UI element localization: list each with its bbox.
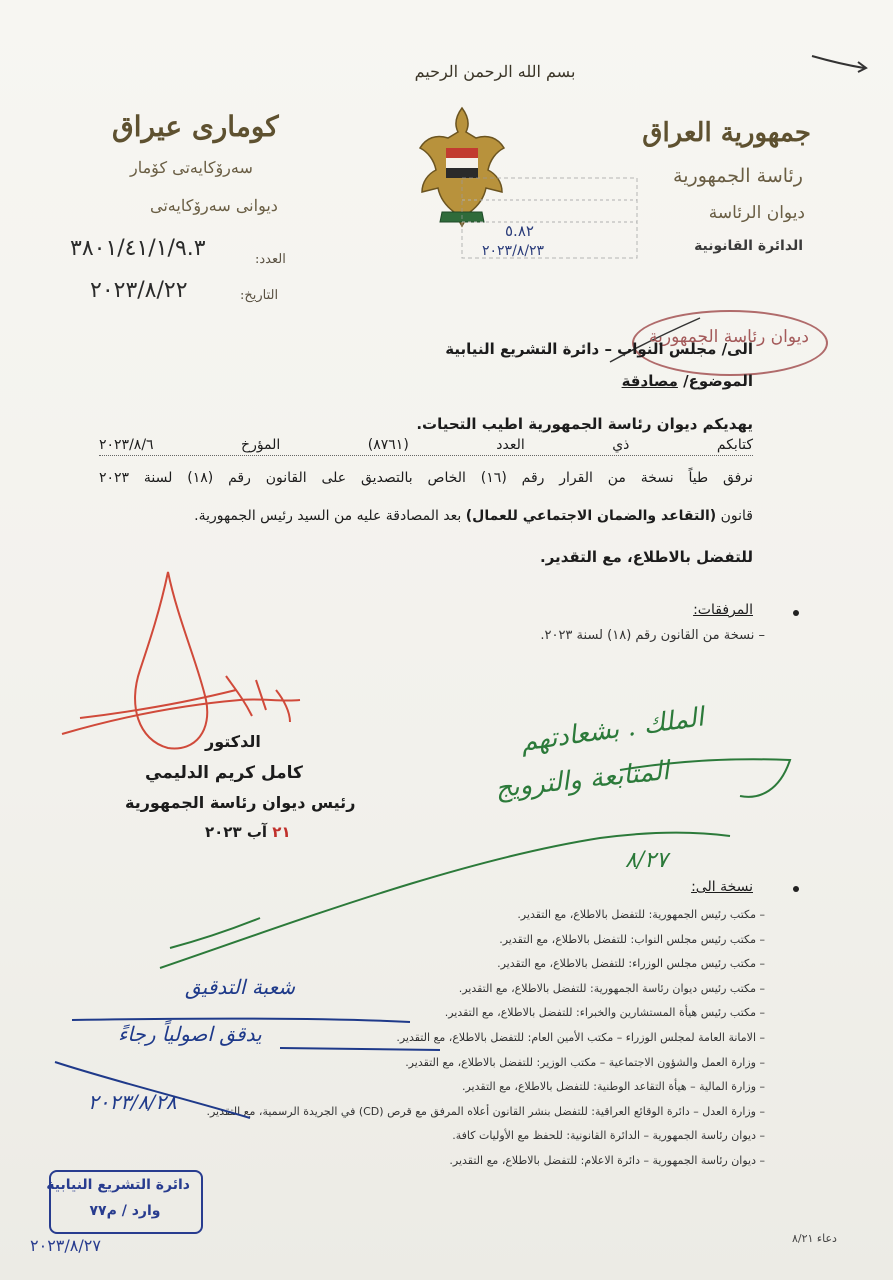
copies-bullet-icon: [793, 886, 799, 892]
list-item: – الامانة العامة لمجلس الوزراء – مكتب الأمين العام: للتفضل بالاطلاع، مع التقدير.: [396, 1030, 765, 1044]
handwritten-note-date: ٨/٢٧: [625, 848, 668, 873]
reference-line: كتابكم ذي العدد (٨٧٦١) المؤرخ ٢٠٢٣/٨/٦: [99, 437, 753, 456]
letterhead-diwan-kurdish: دیوانی سەرۆكایەتی: [150, 196, 278, 215]
paragraph-2-suffix: بعد المصادقة عليه من السيد رئيس الجمهورية.: [194, 508, 462, 524]
recipient-line: الى/ مجلس النواب – دائرة التشريع النيابية: [445, 340, 753, 358]
attachment-item: – نسخة من القانون رقم (١٨) لسنة ٢٠٢٣.: [540, 628, 765, 643]
received-stamp-number: ٥.٨٢: [505, 222, 534, 240]
signature-date-rest: آب ٢٠٢٣: [205, 823, 268, 841]
list-item: – مكتب رئيس ديوان رئاسة الجمهورية: للتفضل بالاطلاع، مع التقدير.: [458, 981, 765, 995]
letterhead-presidency-arabic: رئاسة الجمهورية: [673, 165, 803, 187]
list-item: – ديوان رئاسة الجمهورية – الدائرة القانونية: للحفظ مع الأوليات كافة.: [452, 1129, 765, 1143]
list-item: – مكتب رئيس مجلس النواب: للتفضل بالاطلاع، مع التقدير.: [499, 932, 765, 946]
handwritten-note-line-1: الملك . بشعادتهم: [518, 702, 706, 758]
date-label: التاريخ:: [240, 288, 279, 303]
subject-value: مصادقة: [621, 372, 678, 390]
handwritten-audit-date: ٢٠٢٣/٨/٢٨: [88, 1090, 177, 1114]
number-value: ٣٨٠١/٤١/١/٩.٣: [70, 236, 206, 261]
basmala: بسم الله الرحمن الرحيم: [414, 62, 576, 81]
greeting: يهديكم ديوان رئاسة الجمهورية اطيب التحيات.: [416, 415, 753, 433]
subject-line: [622, 372, 753, 390]
letterhead-diwan-arabic: ديوان الرئاسة: [708, 203, 805, 223]
letterhead-presidency-kurdish: سەرۆكایەتی كۆمار: [130, 158, 253, 177]
paragraph-2: [194, 508, 753, 524]
incoming-stamp-date: ٢٠٢٣/٨/٢٧: [30, 1236, 101, 1255]
footer-reference: دعاء ٨/٢١: [792, 1232, 837, 1245]
attachments-title: المرفقات:: [693, 602, 753, 618]
number-label: العدد:: [255, 252, 286, 267]
handwritten-audit-note: يدقق اصولياً رجاءً: [118, 1022, 262, 1046]
signatory-role: رئيس ديوان رئاسة الجمهورية: [125, 793, 356, 812]
law-title: (التقاعد والضمان الاجتماعي للعمال): [465, 508, 717, 524]
date-value: ٢٠٢٣/٨/٢٢: [90, 278, 188, 303]
letterhead-country-kurdish: كوماری عیراق: [112, 110, 279, 143]
signatory-title: الدكتور: [205, 732, 261, 751]
list-item: – مكتب رئيس هيأة المستشارين والخبراء: للتفضل بالاطلاع، مع التقدير.: [444, 1006, 765, 1020]
attachments-bullet-icon: [793, 610, 799, 616]
letterhead-department-arabic: الدائرة القانونية: [694, 238, 803, 254]
list-item: – مكتب رئيس مجلس الوزراء: للتفضل بالاطلاع، مع التقدير.: [497, 957, 765, 971]
signature-date: [205, 823, 291, 841]
copies-title: نسخة الى:: [691, 879, 753, 895]
received-stamp-date: ٢٠٢٣/٨/٢٣: [482, 243, 545, 259]
incoming-stamp-number: وارد / م٧٧: [89, 1203, 161, 1219]
list-item: – وزارة المالية – هيأة التقاعد الوطنية: للتفضل بالاطلاع، مع التقدير.: [461, 1080, 765, 1094]
list-item: – مكتب رئيس الجمهورية: للتفضل بالاطلاع، مع التقدير.: [517, 908, 765, 921]
signatory-name: كامل كريم الدليمي: [145, 763, 303, 783]
closing-line: للتفضل بالاطلاع، مع التقدير.: [540, 548, 753, 566]
list-item: – وزارة العدل – دائرة الوقائع العراقية: للتفضل بنشر القانون أعلاه المرفق مع قرص (CD) في الجريدة الرسمية، مع التقدير.: [206, 1104, 765, 1118]
handwritten-note-line-2: المتابعة والترويج: [493, 755, 671, 805]
handwritten-audit-heading: شعبة التدقيق: [185, 975, 295, 999]
letterhead-country-arabic: جمهورية العراق: [642, 118, 811, 148]
paragraph-1: نرفق طياً نسخة من القرار رقم (١٦) الخاص بالتصديق على القانون رقم (١٨) لسنة ٢٠٢٣: [99, 470, 753, 486]
list-item: – ديوان رئاسة الجمهورية – دائرة الاعلام: للتفضل بالاطلاع، مع التقدير.: [449, 1153, 765, 1167]
signature-date-day: ٢١: [272, 823, 291, 841]
subject-label: الموضوع/: [683, 372, 753, 390]
oval-stamp-text: ديوان رئاسة الجمهورية: [649, 327, 809, 347]
paragraph-2-prefix: قانون: [720, 508, 753, 524]
list-item: – وزارة العمل والشؤون الاجتماعية – مكتب الوزير: للتفضل بالاطلاع، مع التقدير.: [405, 1055, 765, 1069]
incoming-stamp-department: دائرة التشريع النيابية: [46, 1177, 190, 1193]
